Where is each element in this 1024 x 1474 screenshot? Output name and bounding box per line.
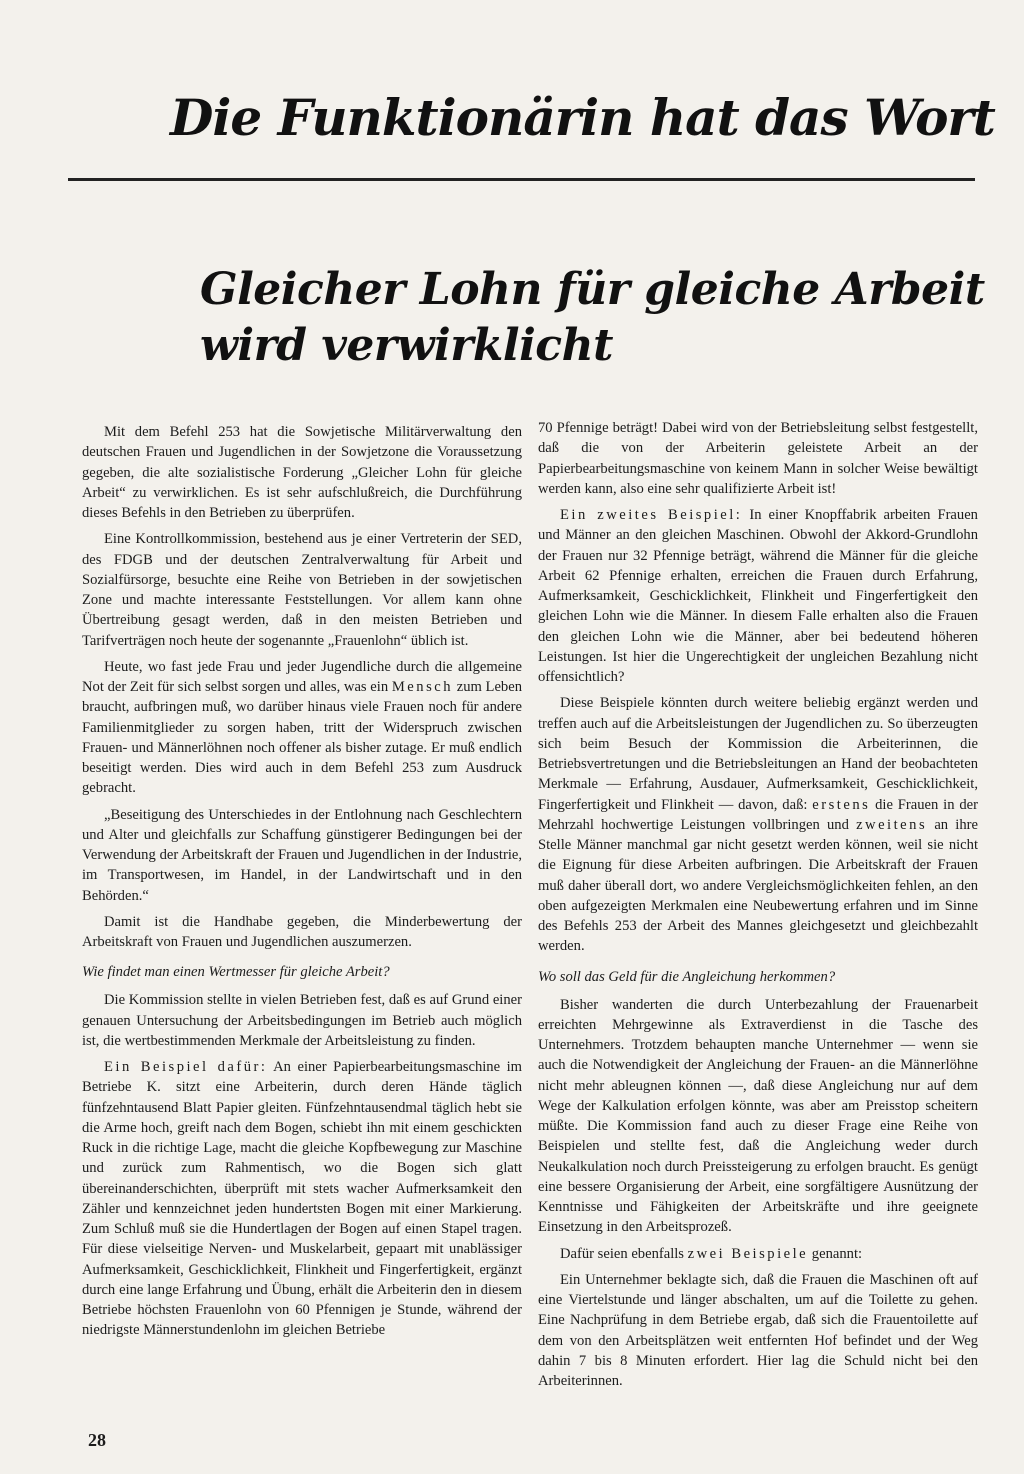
spaced-emphasis: Ein zweites Beispiel: bbox=[560, 507, 743, 523]
paragraph: Bisher wanderten die durch Unterbezahlung der Frauenarbeit erreichten Mehrgewinne als Extraverdienst in die Tasche des Unternehmers. Trotzdem behaupten manche Unternehmer — wenn sie auch die Notwendigkeit der Angleichung der Frauen- an die Männerlöhne nicht mehr ableugnen können —, daß diese Angleichung nur auf dem Wege der Kalkulation erfolgen könnte, was aber am Preisstop scheitern müßte. Die Kommission fand auch zu dieser Frage eine Reihe von Beispielen und stellte fest, daß die Angleichung weder durch Neukalkulation noch durch Preissteigerung zu erfolgen braucht. Es genügt eine bessere Organisierung der Arbeit, eine sorgfältigere Ausnützung der Kenntnisse und Fähigkeiten der Arbeitskräfte und ihre geeignete Einsetzung in den Arbeitsprozeß. bbox=[538, 996, 978, 1236]
spaced-emphasis: Ein Beispiel dafür: bbox=[104, 1059, 268, 1075]
paragraph: 70 Pfennige beträgt! Dabei wird von der Betriebsleitung selbst festgestellt, daß die von der Arbeiterin geleistete Arbeit an der Papierbearbeitungsmaschine von keinem Mann in solcher Weise bewältigt werden kann, also eine sehr qualifizierte Arbeit ist! bbox=[538, 420, 978, 497]
headline-line-2: wird verwirklicht bbox=[200, 320, 613, 371]
kicker-divider bbox=[68, 178, 975, 181]
spaced-emphasis: erstens bbox=[812, 796, 871, 813]
left-column bbox=[82, 422, 522, 1347]
paragraph: Diese Beispiele könnten durch weitere beliebig ergänzt werden und treffen auch auf die Arbeitsleistungen der Jugendlichen zu. So überzeugten sich beim Besuch der Kommission die Arbeiterinnen, die Betriebsvertretungen und die Betriebsleitungen an Hand der beobachteten Merkmale — Erfahrung, Ausdauer, Aufmerksamkeit, Geschicklichkeit, Fingerfertigkeit und Flinkheit — davon, daß: erstens die Frauen in der Mehrzahl hochwertige Leistungen vollbringen und zweitens an ihre Stelle Männer manchmal gar nicht gesetzt werden können, weil sie nicht die Eignung für diese Arbeiten aufbringen. Die Arbeitskraft der Frauen muß daher überall dort, wo andere Vergleichsmöglichkeiten fehlen, an den oben aufgezeigten Merkmalen eine Neubewertung erfahren und im Sinne des Befehls 253 der Arbeit des Mannes gleichgesetzt und gleichbezahlt werden. bbox=[538, 695, 978, 955]
paragraph: Ein Unternehmer beklagte sich, daß die Frauen die Maschinen oft auf eine Viertelstunde und länger abschalten, um auf die Toilette zu gehen. Eine Nachprüfung in dem Betriebe ergab, daß sich die Frauentoilette auf dem von den Arbeitsplätzen weit entfernten Hof befindet und der Weg dahin 7 bis 8 Minuten erfordert. Hier lag die Schuld nicht bei den Arbeiterinnen. bbox=[538, 1271, 978, 1389]
subheading: Wie findet man einen Wertmesser für gleiche Arbeit? bbox=[82, 964, 390, 981]
page-number: 28 bbox=[88, 1430, 106, 1450]
paragraph: Heute, wo fast jede Frau und jeder Jugendliche durch die allgemeine Not der Zeit für sich selbst sorgen und alles, was ein Mensch zum Leben braucht, aufbringen muß, wo darüber hinaus viele Frauen noch für andere Familienmitglieder zu sorgen haben, tritt der Widerspruch zwischen Frauen- und Männerlöhnen noch offener als bisher zutage. Er muß endlich beseitigt werden. Dies wird auch in dem Befehl 253 zum Ausdruck gebracht. bbox=[82, 658, 522, 797]
paragraph: Damit ist die Handhabe gegeben, die Minderbewertung der Arbeitskraft von Frauen und Jugendlichen auszumerzen. bbox=[82, 913, 522, 950]
right-column bbox=[538, 418, 978, 1397]
spaced-emphasis: zweitens bbox=[856, 816, 928, 833]
paragraph: Die Kommission stellte in vielen Betrieben fest, daß es auf Grund einer genauen Untersuchung der Arbeitsbedingungen im Betrieb auch möglich ist, die wertbestimmenden Merkmale der Arbeitsleistung zu finden. bbox=[82, 992, 522, 1049]
article-headline bbox=[200, 262, 990, 374]
paragraph: Ein zweites Beispiel: In einer Knopffabrik arbeiten Frauen und Männer an den gleichen Maschinen. Obwohl der Akkord-Grundlohn der Frauen nur 32 Pfennige beträgt, während die Männer für die gleiche Arbeit 62 Pfennige erhalten, erreichen die Frauen durch Erfahrung, Aufmerksamkeit, Geschicklichkeit, Flinkheit und Fingerfertigkeit den gleichen Lohn wie die Männer. In diesem Falle erhalten also die Frauen den gleichen Lohn wie die Männer, aber bei bedeutend höheren Leistungen. Ist hier die Ungerechtigkeit der ungleichen Bezahlung nicht offensichtlich? bbox=[538, 507, 978, 685]
spaced-emphasis: Mensch bbox=[391, 679, 454, 695]
spaced-emphasis: zwei Beispiele bbox=[687, 1245, 809, 1262]
paragraph: Mit dem Befehl 253 hat die Sowjetische Militärverwaltung den deutschen Frauen und Jugendlichen in der Sowjetzone die Voraussetzung gegeben, die alte sozialistische Forderung „Gleicher Lohn für gleiche Arbeit“ zu verwirklichen. Es ist sehr aufschlußreich, die Durchführung dieses Befehls in den Betrieben zu überprüfen. bbox=[82, 424, 522, 521]
paragraph: Ein Beispiel dafür: An einer Papierbearbeitungsmaschine im Betriebe K. sitzt eine Arbeiterin, durch deren Hände täglich fünfzehntausend Blatt Papier gleiten. Fünfzehntausendmal täglich hebt sie die Arme hoch, greift nach dem Bogen, schiebt ihn mit einem geschickten Ruck in die richtige Lage, macht die gleiche Kopfbewegung zur Maschine und zurück zum Rahmentisch, wo die Bogen sich glatt übereinanderschichten, überprüft mit stets wacher Aufmerksamkeit den Zähler und kennzeichnet jeden hundertsten Bogen mit einer Markierung. Zum Schluß muß sie die Hundertlagen der Bogen auf einen Stapel tragen. Für diese vielseitige Nerven- und Muskelarbeit, gepaart mit unablässiger Aufmerksamkeit, Geschicklichkeit, Flinkheit und Fingerfertigkeit, ergänzt durch eine lange Erfahrung und Übung, erhält die Arbeiterin den in diesem Betriebe höchsten Frauenlohn von 60 Pfennigen je Stunde, während der niedrigste Männerstundenlohn im gleichen Betriebe bbox=[82, 1059, 522, 1339]
section-kicker: Die Funktionärin hat das Wort bbox=[170, 88, 995, 147]
order-quote: „Beseitigung des Unterschiedes in der Entlohnung nach Geschlechtern und Alter und gleichfalls zur Schaffung günstigerer Bedingungen bei der Verwendung der Arbeitskraft der Frauen und Jugendlichen in der Industrie, im Transportwesen, im Handel, in der Landwirtschaft und in den Behörden.“ bbox=[82, 806, 522, 904]
headline-line-1: Gleicher Lohn für gleiche Arbeit bbox=[200, 264, 985, 315]
paragraph: Eine Kontrollkommission, bestehend aus je einer Vertreterin der SED, des FDGB und der deutschen Zentralverwaltung für Arbeit und Sozialfürsorge, besuchte eine Reihe von Betrieben in der sowjetischen Zone und machte interessante Feststellungen. Vor allem kann ohne Übertreibung gesagt werden, daß in den meisten Betrieben und Tarifverträgen noch heute der sogenannte „Frauenlohn“ üblich ist. bbox=[82, 531, 522, 649]
subheading: Wo soll das Geld für die Angleichung herkommen? bbox=[538, 968, 836, 985]
paragraph: Dafür seien ebenfalls zwei Beispiele genannt: bbox=[560, 1245, 863, 1262]
